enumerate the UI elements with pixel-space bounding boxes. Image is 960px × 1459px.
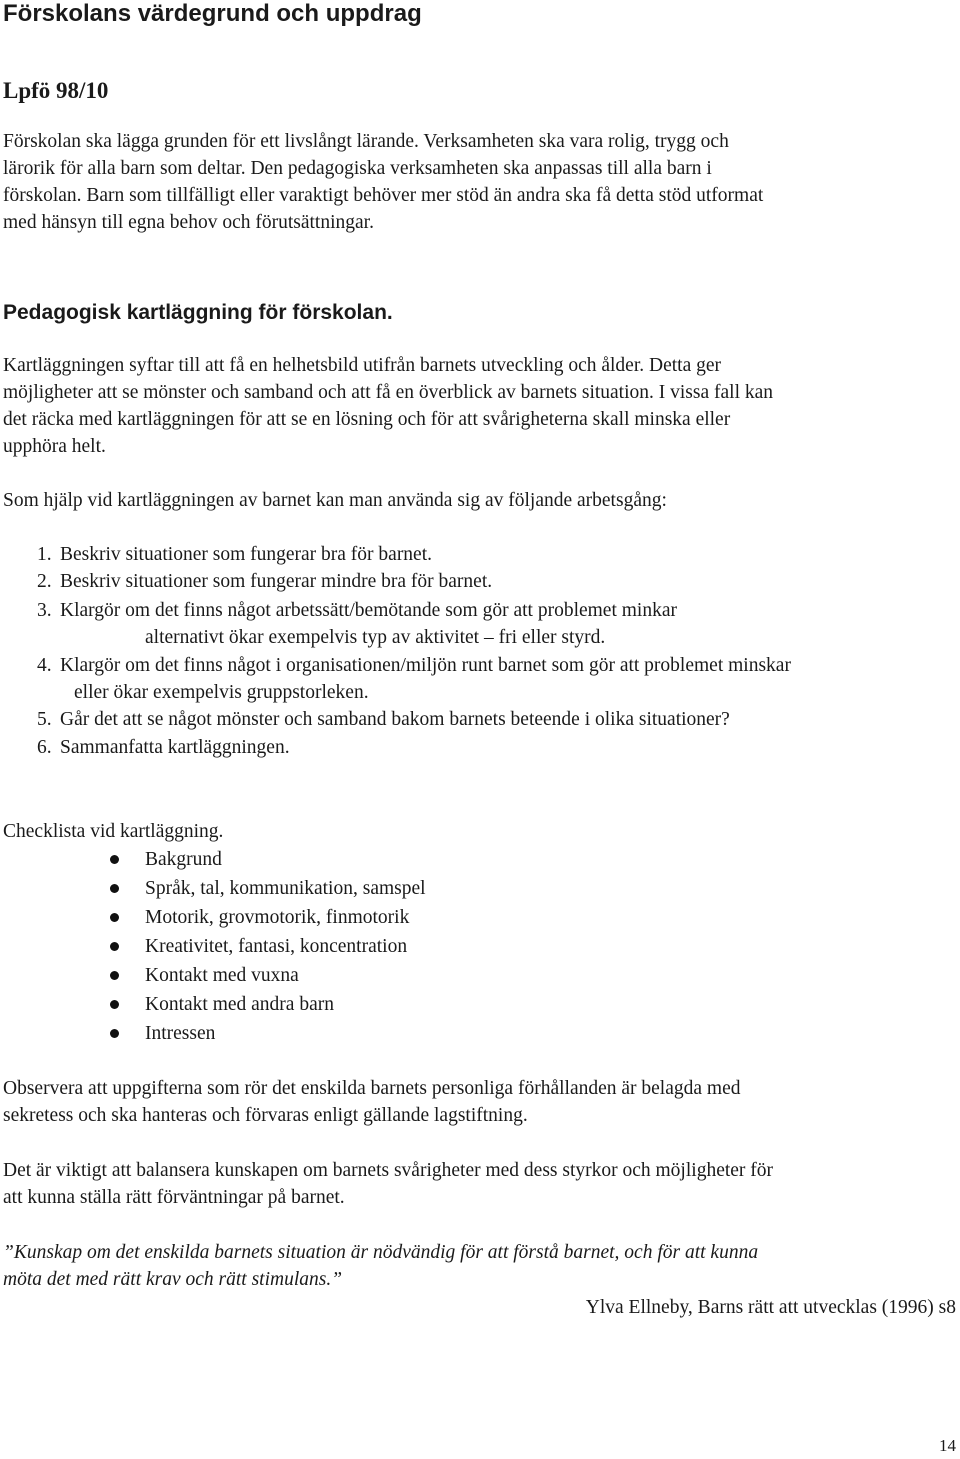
step-number: 1.: [37, 544, 52, 565]
step-text: Klargör om det finns något arbetssätt/bemötande som gör att problemet minkar: [60, 600, 677, 621]
steps-list: [0, 541, 960, 771]
section-line: upphöra helt.: [3, 436, 106, 457]
section-paragraph: [3, 352, 953, 460]
checklist-item: Kreativitet, fantasi, koncentration: [145, 936, 408, 957]
bullet-icon: [110, 1000, 119, 1009]
intro-line: med hänsyn till egna behov och förutsättningar.: [3, 212, 374, 233]
quote-line: möta det med rätt krav och rätt stimulans.”: [3, 1269, 343, 1290]
checklist-item: Kontakt med vuxna: [145, 965, 299, 986]
bullet-icon: [110, 1029, 119, 1038]
section-heading: Pedagogisk kartläggning för förskolan.: [3, 301, 393, 324]
checklist-item: Språk, tal, kommunikation, samspel: [145, 878, 426, 899]
step-text: Beskriv situationer som fungerar bra för barnet.: [60, 544, 433, 565]
section-line: Kartläggningen syftar till att få en helhetsbild utifrån barnets utveckling och ålder. Detta ger: [3, 355, 722, 376]
paragraph-line: Observera att uppgifterna som rör det enskilda barnets personliga förhållanden är belagda med: [3, 1078, 741, 1099]
balance-paragraph: [3, 1157, 953, 1211]
checklist-item: Motorik, grovmotorik, finmotorik: [145, 907, 410, 928]
checklist-heading: Checklista vid kartläggning.: [3, 821, 224, 842]
paragraph-line: att kunna ställa rätt förväntningar på barnet.: [3, 1187, 345, 1208]
paragraph-line: Det är viktigt att balansera kunskapen om barnets svårigheter med dess styrkor och möjligheter för: [3, 1160, 774, 1181]
quote: [3, 1239, 953, 1293]
intro-line: förskolan. Barn som tillfälligt eller varaktigt behöver mer stöd än andra ska få detta stöd utformat: [3, 185, 764, 206]
step-number: 3.: [37, 600, 52, 621]
document-subtitle: Lpfö 98/10: [3, 78, 109, 103]
step-continuation: eller ökar exempelvis gruppstorleken.: [74, 682, 369, 703]
step-number: 2.: [37, 571, 52, 592]
section-line: det räcka med kartläggningen för att se en lösning och för att svårigheterna skall minska eller: [3, 409, 731, 430]
page-number: 14: [939, 1436, 956, 1455]
step-text: Går det att se något mönster och samband bakom barnets beteende i olika situationer?: [60, 709, 730, 730]
checklist-item: Kontakt med andra barn: [145, 994, 334, 1015]
step-number: 6.: [37, 737, 52, 758]
paragraph-line: sekretess och ska hanteras och förvaras enligt gällande lagstiftning.: [3, 1105, 528, 1126]
bullet-icon: [110, 913, 119, 922]
section-line: möjligheter att se mönster och samband och att få en överblick av barnets situation. I vissa fall kan: [3, 382, 774, 403]
quote-line: ”Kunskap om det enskilda barnets situation är nödvändig för att förstå barnet, och för att kunna: [3, 1242, 759, 1263]
step-number: 5.: [37, 709, 52, 730]
help-intro: Som hjälp vid kartläggningen av barnet kan man använda sig av följande arbetsgång:: [3, 490, 667, 511]
bullet-icon: [110, 884, 119, 893]
checklist-item: Intressen: [145, 1023, 216, 1044]
step-text: Sammanfatta kartläggningen.: [60, 737, 290, 758]
step-text: Beskriv situationer som fungerar mindre bra för barnet.: [60, 571, 493, 592]
step-number: 4.: [37, 655, 52, 676]
quote-source: Ylva Ellneby, Barns rätt att utvecklas (1996) s8: [585, 1297, 956, 1318]
bullet-icon: [110, 855, 119, 864]
bullet-icon: [110, 971, 119, 980]
page-title: Förskolans värdegrund och uppdrag: [3, 0, 422, 27]
intro-line: Förskolan ska lägga grunden för ett livslångt lärande. Verksamheten ska vara rolig, trygg och: [3, 131, 729, 152]
step-continuation: alternativt ökar exempelvis typ av aktivitet – fri eller styrd.: [145, 627, 606, 648]
step-text: Klargör om det finns något i organisationen/miljön runt barnet som gör att problemet minskar: [60, 655, 791, 676]
checklist-item: Bakgrund: [145, 849, 222, 870]
intro-line: lärorik för alla barn som deltar. Den pedagogiska verksamheten ska anpassas till alla barn i: [3, 158, 712, 179]
confidentiality-paragraph: [3, 1075, 953, 1129]
intro-paragraph: [3, 128, 953, 236]
bullet-icon: [110, 942, 119, 951]
checklist: [0, 846, 960, 1056]
